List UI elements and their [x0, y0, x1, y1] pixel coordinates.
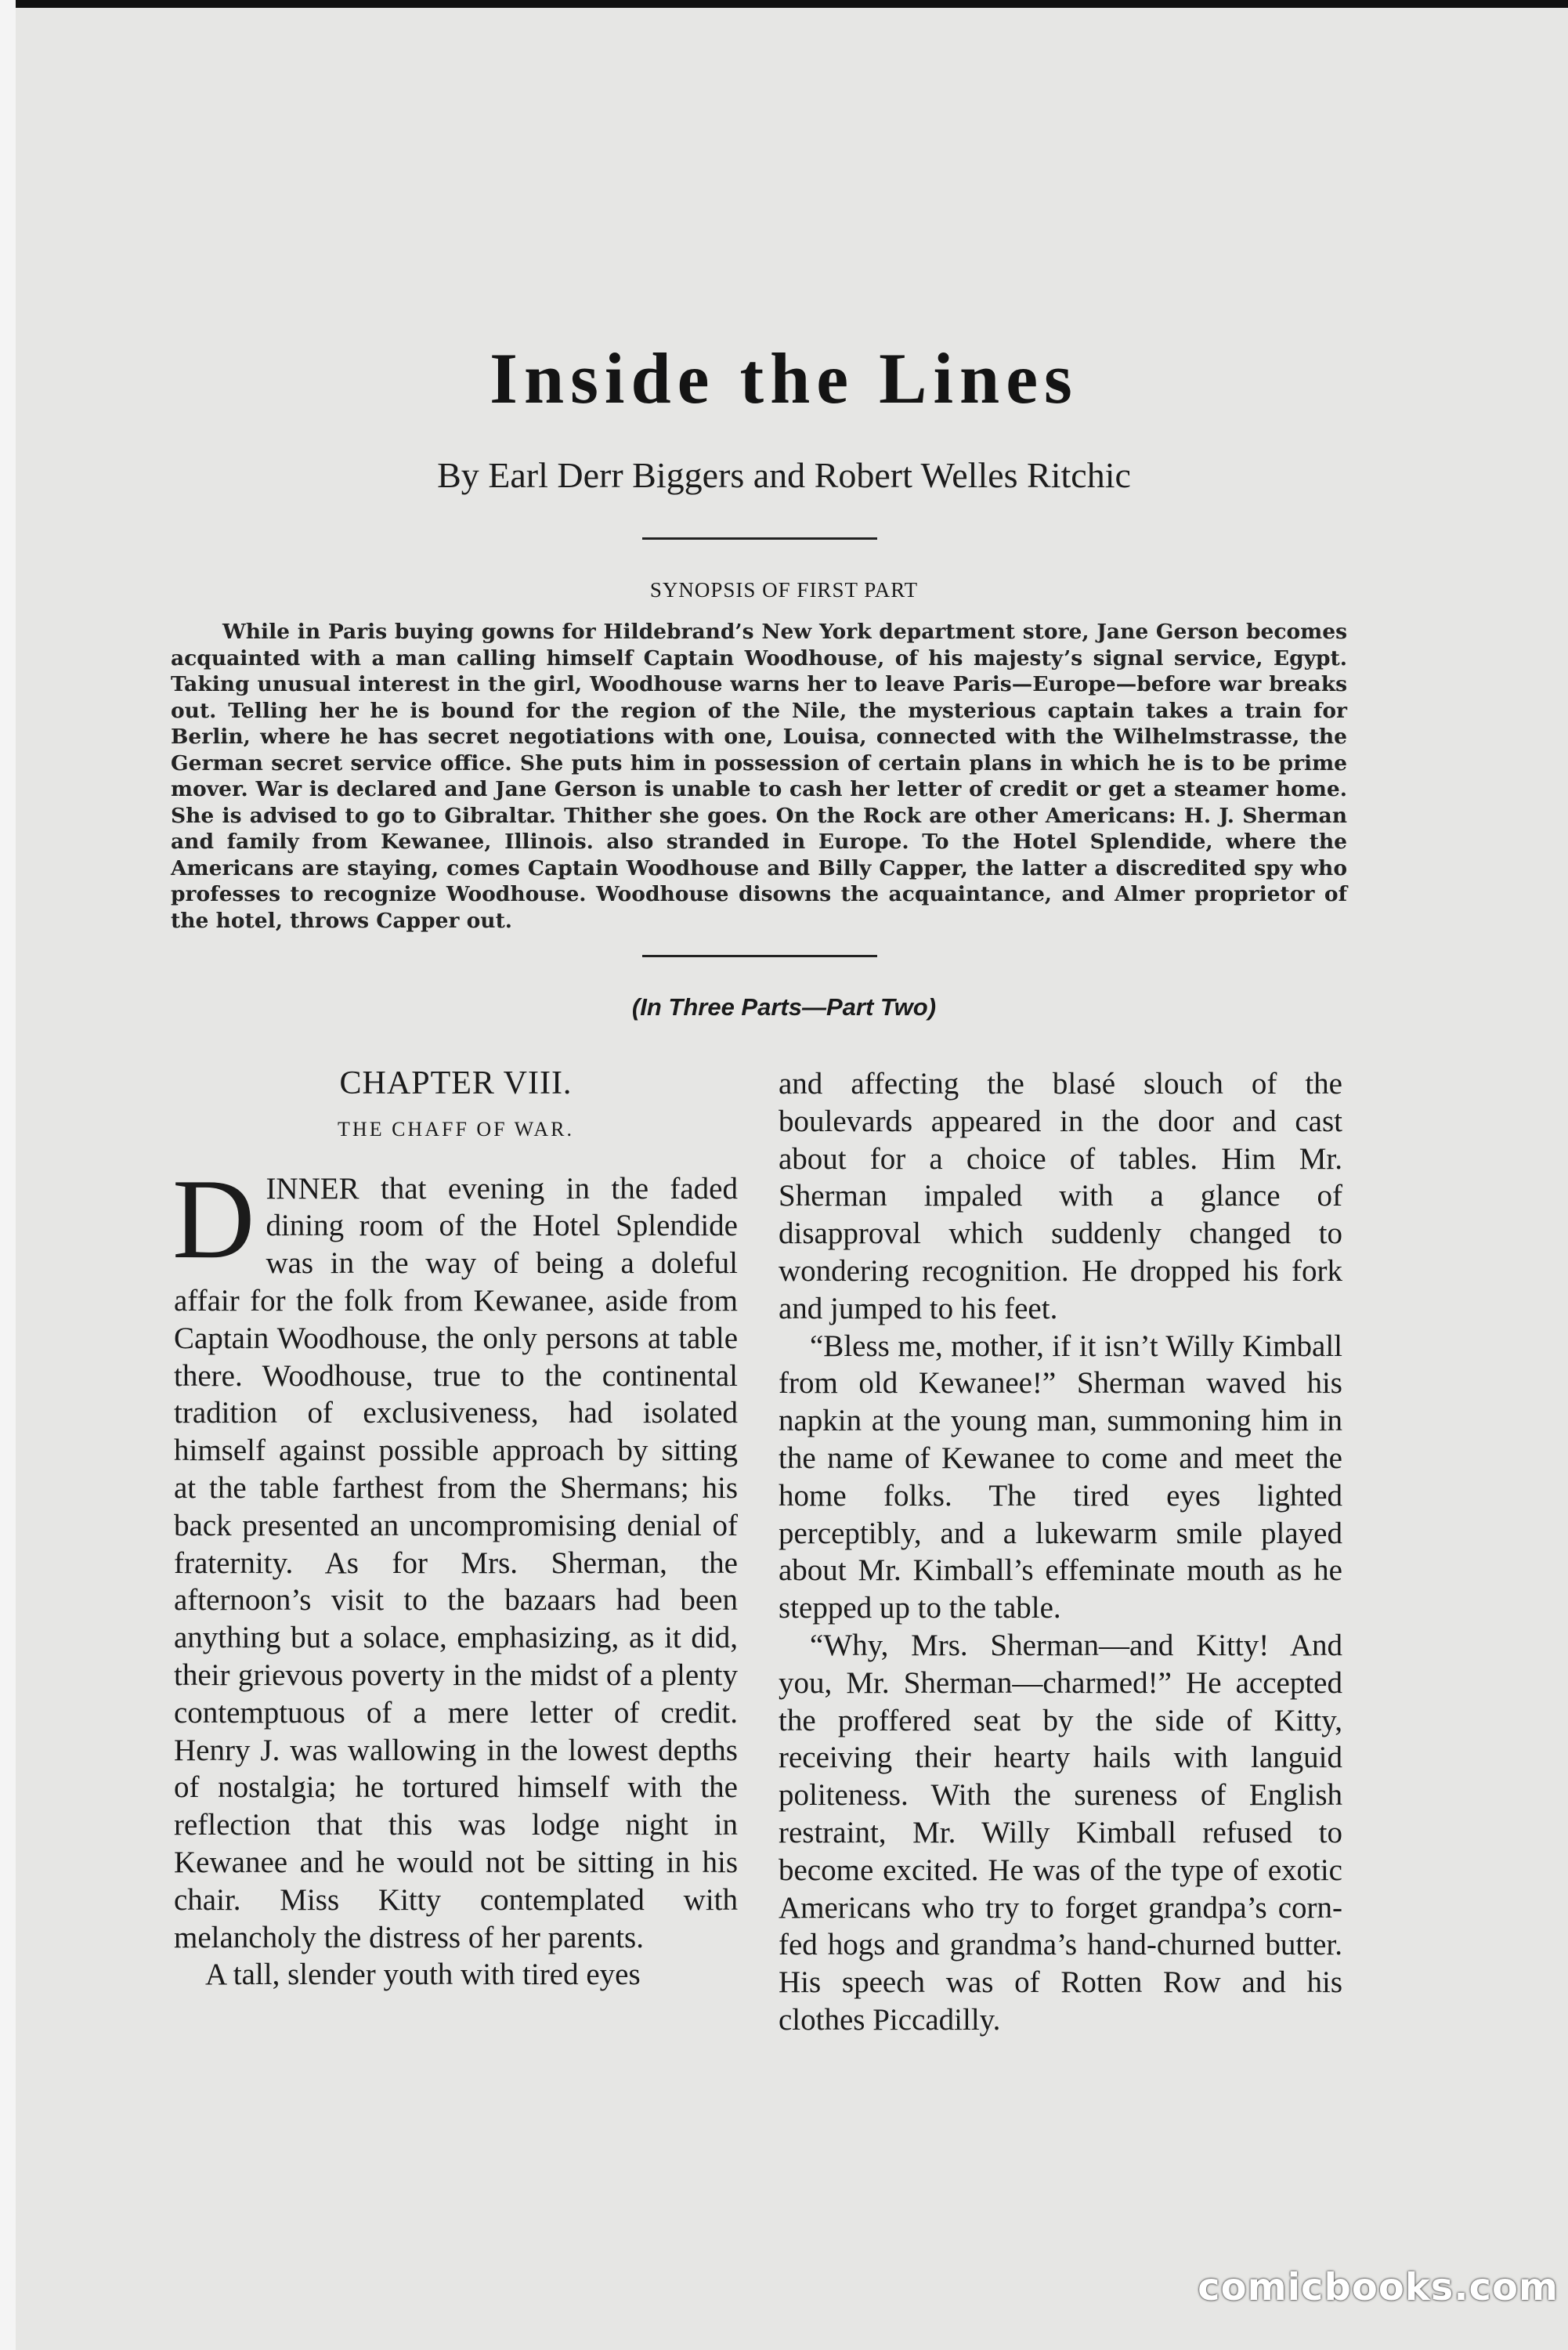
synopsis-text: While in Paris buying gowns for Hildebrand’s New York department store, Jane Gerson becomes acquainted with a man calling himself Captain Woodhouse, of his majesty’s signal service, Egypt. Taking unusual interest in the girl, Woodhouse warns her to leave Paris—Europe—before war breaks out. Telling her he is bound for the region of the Nile, the mysterious captain takes a train for Berlin, where he has secret negotiations with one, Louisa, connected with the Wilhelmstrasse, the German secret service office. She puts him in possession of certain plans in which he is to be prime mover. War is declared and Jane Gerson is unable to cash her letter of credit or get a steamer home. She is advised to go to Gibraltar. Thither she goes. On the Rock are other Americans: H. J. Sherman and family from Kewanee, Illinois. also stranded in Europe. To the Hotel Splendide, where the Americans are staying, comes Captain Woodhouse and Billy Capper, the latter a discredited spy who professes to recognize Woodhouse. Woodhouse disowns the acquaintance, and Almer proprietor of the hotel, throws Capper out. [171, 620, 1347, 933]
article-title: Inside the Lines [490, 338, 1078, 418]
paragraph: and affecting the blasé slouch of the boulevards appeared in the door and cast about for a choice of tables. Him Mr. Sherman impaled with a glance of disapproval which suddenly changed to wondering recognition. He dropped his fork and jumped to his feet. [779, 1067, 1342, 1325]
page-top-edge [16, 0, 1568, 8]
paragraph: “Bless me, mother, if it isn’t Willy Kimball from old Kewanee!” Sherman waved his napkin at the young man, summoning him in the name of Kewanee to come and meet the home folks. The tired eyes lighted perceptibly, and a lukewarm smile played about Mr. Kimball’s effeminate mouth as he stepped up to the table. [779, 1329, 1342, 1625]
right-column [779, 1065, 1342, 2039]
left-column [174, 1065, 738, 1994]
chapter-title: CHAPTER VIII. [339, 1065, 573, 1101]
divider-rule [642, 537, 877, 540]
chapter-subtitle: THE CHAFF OF WAR. [338, 1117, 574, 1141]
paragraph: A tall, slender youth with tired eyes [205, 1958, 641, 1992]
paragraph [172, 1155, 738, 1957]
article-byline: By Earl Derr Biggers and Robert Welles Ritchic [437, 455, 1131, 495]
divider-rule [642, 955, 877, 957]
watermark: comicbooks.com [1198, 2265, 1559, 2309]
parts-note: (In Three Parts—Part Two) [631, 993, 937, 1021]
paragraph: “Why, Mrs. Sherman—and Kitty! And you, Mr. Sherman—charmed!” He accepted the proffered seat by the side of Kitty, receiving their hearty hails with languid politeness. With the sureness of English restraint, Mr. Willy Kimball refused to become excited. He was of the type of exotic Americans who try to forget grandpa’s corn-fed hogs and grandma’s hand-churned butter. His speech was of Rotten Row and his clothes Piccadilly. [779, 1628, 1342, 2037]
synopsis-heading: SYNOPSIS OF FIRST PART [649, 578, 919, 602]
paragraph-text: INNER that evening in the faded dining room of the Hotel Splendide was in the way of being a doleful affair for the folk from Kewanee, aside from Captain Woodhouse, the only persons at table there. Woodhouse, true to the continental tradition of exclusiveness, had isolated himself against possible approach by sitting at the table farthest from the Shermans; his back presented an uncompromising denial of fraternity. As for Mrs. Sherman, the afternoon’s visit to the bazaars had been anything but a solace, emphasizing, as it did, their grievous poverty in the midst of a plenty contemptuous of a mere letter of credit. Henry J. was wallowing in the lowest depths of nostalgia; he tortured himself with the reflection that this was lodge night in Kewanee and he would not be sitting in his chair. Miss Kitty contemplated with melancholy the distress of her parents. [174, 1171, 738, 1954]
drop-cap: D [172, 1155, 255, 1282]
